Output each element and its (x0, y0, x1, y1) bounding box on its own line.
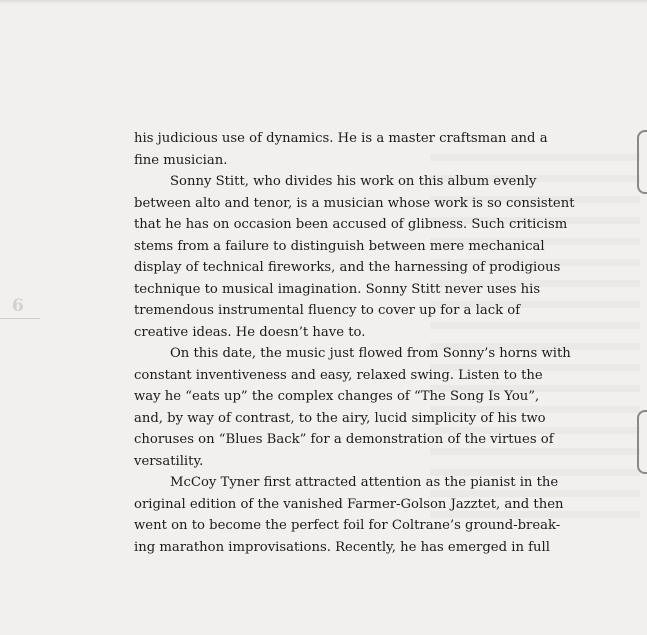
binding-clip-icon (637, 410, 647, 474)
text-line: way he “eats up” the complex changes of “The Song Is You”, (134, 389, 540, 404)
text-line: original edition of the vanished Farmer-Golson Jazztet, and then (134, 496, 564, 512)
text-line: stems from a failure to distinguish between mere mechanical (134, 238, 545, 254)
binding-edge (637, 110, 647, 530)
text-line: his judicious use of dynamics. He is a master craftsman and a (134, 131, 548, 146)
text-line: constant inventiveness and easy, relaxed swing. Listen to the (134, 367, 543, 383)
text-line: versatility. (134, 453, 204, 469)
text-line: choruses on “Blues Back” for a demonstration of the virtues of (134, 432, 554, 447)
text-line: went on to become the perfect foil for Coltrane’s ground-break- (134, 518, 561, 533)
binding-clip-icon (637, 130, 647, 194)
text-line: technique to musical imagination. Sonny Stitt never uses his (134, 281, 541, 297)
text-line: Sonny Stitt, who divides his work on this album evenly (170, 174, 537, 189)
text-line: and, by way of contrast, to the airy, lucid simplicity of his two (134, 410, 546, 426)
page-number: 6 (12, 296, 24, 316)
liner-notes-body (134, 128, 594, 558)
text-line: creative ideas. He doesn’t have to. (134, 324, 366, 340)
page-top-edge (0, 0, 647, 4)
text-line: that he has on occasion been accused of glibness. Such criticism (134, 217, 568, 232)
text-line: On this date, the music just flowed from Sonny’s horns with (170, 346, 571, 361)
text-line: between alto and tenor, is a musician whose work is so consistent (134, 195, 575, 211)
text-line: ing marathon improvisations. Recently, he has emerged in full (134, 539, 550, 555)
text-line: fine musician. (134, 152, 228, 168)
page-number-rule (0, 318, 40, 319)
text-line: tremendous instrumental fluency to cover up for a lack of (134, 303, 521, 318)
text-line: McCoy Tyner first attracted attention as the pianist in the (170, 475, 559, 490)
text-line: display of technical fireworks, and the harnessing of prodigious (134, 260, 561, 275)
